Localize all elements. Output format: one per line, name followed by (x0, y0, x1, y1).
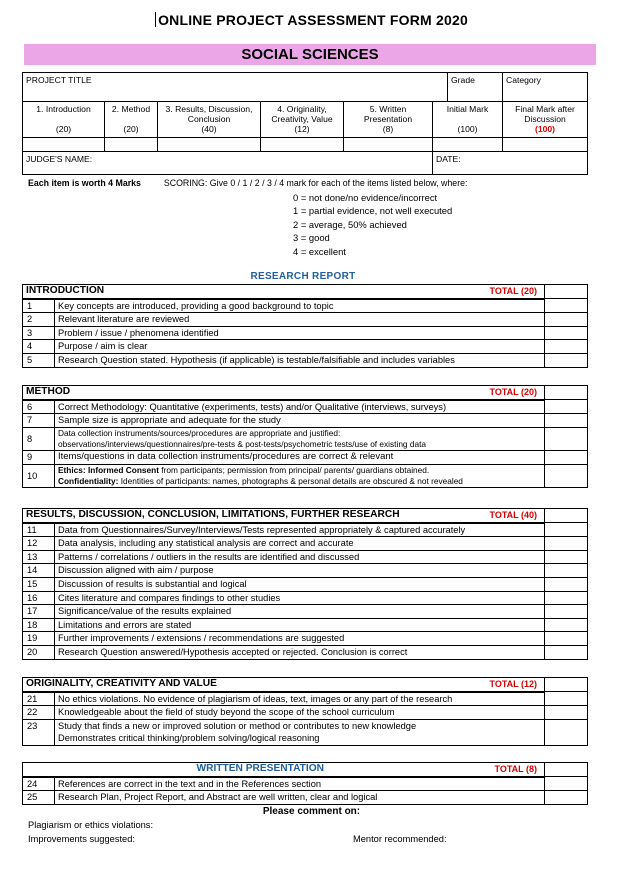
col-initial-mark: Initial Mark (100) (433, 102, 503, 138)
criterion-row: 5 Research Question stated. Hypothesis (if applicable) is testable/falsifiable and includes variables (23, 353, 588, 367)
section-results: RESULTS, DISCUSSION, CONCLUSION, LIMITATIONS, FURTHER RESEARCH TOTAL (40) 11 Data from Questionnaires/Survey/Interviews/Tests represented appropriately & captured accurately 12 Data analysis, including any statistical analysis are correct and accurate 13 Patterns / correlations / outliers in the results are identified and discussed 14 Discussion aligned with aim / purpose 15 Discussion of results is substantial and logical 16 Cites literature and compares findings to other studies 17 Significance/value of the results explained 18 Limitations and errors are stated 19 Further improvements / extensions / recommendations are suggested 20 Research Question answered/Hypothesis accepted or rejected. Conclusion is correct (22, 508, 588, 660)
criterion-row: 2 Relevant literature are reviewed (23, 313, 588, 327)
criterion-row: 22 Knowledgeable about the field of study beyond the scope of the school curriculum (23, 706, 588, 720)
score-results[interactable] (158, 138, 261, 152)
criterion-row: 25 Research Plan, Project Report, and Abstract are well written, clear and logical (23, 791, 588, 805)
criterion-row: 4 Purpose / aim is clear (23, 340, 588, 354)
criterion-row: 18 Limitations and errors are stated (23, 618, 588, 632)
criterion-row: 19 Further improvements / extensions / recommendations are suggested (23, 632, 588, 646)
date-field[interactable]: DATE: (433, 152, 588, 175)
col-written: 5. Written Presentation (8) (344, 102, 433, 138)
criterion-row: 10 Ethics: Informed Consent from participants; permission from principal/ parents/ guardians obtained. Confidentiality: Identities of participants: names, photographs & personal details are obscured & not revealed (23, 464, 588, 487)
col-originality: 4. Originality, Creativity, Value (12) (261, 102, 344, 138)
total-box-introduction[interactable] (545, 285, 588, 299)
criterion-row: 13 Patterns / correlations / outliers in the results are identified and discussed (23, 550, 588, 564)
col-method: 2. Method (20) (105, 102, 158, 138)
project-title-field[interactable]: PROJECT TITLE (23, 73, 448, 102)
form-title: ONLINE PROJECT ASSESSMENT FORM 2020 (0, 12, 623, 28)
improvements-comment-label: Improvements suggested: (28, 834, 135, 844)
section-method: METHOD TOTAL (20) 6 Correct Methodology: Quantitative (experiments, tests) and/or Qualitative (interviews, surveys) 7 Sample size is appropriate and adequate for the study 8 Data collection instruments/sources/procedures are appropriate and justified: observations/interviews/questionnaires/pre-tests & post-tests/psychometric tests/use of existing data 9 Items/questions in data collection instruments/procedures are correct & relevant 10 Ethics: Informed Consent from participants; permission from principal/ parents/ guardians obtained. Confidentiality: Identities of participants: names, photographs & personal details are obscured & not revealed (22, 385, 588, 488)
category-field[interactable]: Category (503, 73, 588, 102)
comment-heading: Please comment on: (262, 806, 361, 817)
text-cursor (155, 12, 156, 27)
subject-banner: SOCIAL SCIENCES (24, 44, 596, 65)
plagiarism-comment-label: Plagiarism or ethics violations: (28, 820, 154, 830)
criterion-row: 6 Correct Methodology: Quantitative (experiments, tests) and/or Qualitative (interviews, surveys) (23, 400, 588, 414)
criterion-row: 16 Cites literature and compares findings to other studies (23, 591, 588, 605)
project-info-table (22, 72, 588, 175)
criterion-row: 12 Data analysis, including any statistical analysis are correct and accurate (23, 537, 588, 551)
score-method[interactable] (105, 138, 158, 152)
criterion-row: 15 Discussion of results is substantial and logical (23, 577, 588, 591)
section-written-presentation: TOTAL (8) WRITTEN PRESENTATION 24 References are correct in the text and in the References section 25 Research Plan, Project Report, and Abstract are well written, clear and logical (22, 762, 588, 805)
criterion-row: 1 Key concepts are introduced, providing a good background to topic (23, 299, 588, 313)
scoring-scale: 0 = not done/no evidence/incorrect 1 = partial evidence, not well executed 2 = average, 50% achieved 3 = good 4 = excellent (293, 192, 453, 257)
criterion-row: 7 Sample size is appropriate and adequate for the study (23, 414, 588, 428)
criterion-row: 14 Discussion aligned with aim / purpose (23, 564, 588, 578)
criterion-row: 24 References are correct in the text and in the References section (23, 777, 588, 791)
mentor-comment-label: Mentor recommended: (353, 834, 447, 844)
score-originality[interactable] (261, 138, 344, 152)
total-box-originality[interactable] (545, 678, 588, 692)
col-results: 3. Results, Discussion, Conclusion (40) (158, 102, 261, 138)
total-box-results[interactable] (545, 509, 588, 523)
score-written[interactable] (344, 138, 433, 152)
criterion-row: 8 Data collection instruments/sources/procedures are appropriate and justified: observations/interviews/questionnaires/pre-tests & post-tests/psychometric tests/use of existing data (23, 427, 588, 450)
research-report-heading: RESEARCH REPORT (250, 271, 356, 282)
criterion-row: 23 Study that finds a new or improved solution or method or contributes to new knowledge Demonstrates critical thinking/problem solving/logical reasoning (23, 719, 588, 745)
judge-name-field[interactable]: JUDGE'S NAME: (23, 152, 433, 175)
criterion-row: 21 No ethics violations. No evidence of plagiarism of ideas, text, images or any part of the research (23, 692, 588, 706)
scoring-instructions: Each item is worth 4 Marks SCORING: Give 0 / 1 / 2 / 3 / 4 mark for each of the items listed below, where: (28, 178, 468, 188)
col-introduction: 1. Introduction (20) (23, 102, 105, 138)
criterion-row: 3 Problem / issue / phenomena identified (23, 326, 588, 340)
total-box-written[interactable] (545, 763, 588, 777)
criterion-row: 20 Research Question answered/Hypothesis accepted or rejected. Conclusion is correct (23, 645, 588, 659)
score-introduction[interactable] (23, 138, 105, 152)
criterion-row: 11 Data from Questionnaires/Survey/Interviews/Tests represented appropriately & captured accurately (23, 523, 588, 537)
score-initial[interactable] (433, 138, 503, 152)
grade-field[interactable]: Grade (448, 73, 503, 102)
score-final[interactable] (503, 138, 588, 152)
col-final-mark: Final Mark after Discussion (100) (503, 102, 588, 138)
criterion-row: 17 Significance/value of the results explained (23, 605, 588, 619)
section-introduction: INTRODUCTION TOTAL (20) 1 Key concepts are introduced, providing a good background to topic 2 Relevant literature are reviewed 3 Problem / issue / phenomena identified 4 Purpose / aim is clear 5 Research Question stated. Hypothesis (if applicable) is testable/falsifiable and includes variables (22, 284, 588, 368)
total-box-method[interactable] (545, 386, 588, 400)
criterion-row: 9 Items/questions in data collection instruments/procedures are correct & relevant (23, 451, 588, 465)
section-originality: ORIGINALITY, CREATIVITY AND VALUE TOTAL (12) 21 No ethics violations. No evidence of plagiarism of ideas, text, images or any part of the research 22 Knowledgeable about the field of study beyond the scope of the school curriculum 23 Study that finds a new or improved solution or method or contributes to new knowledge Demonstrates critical thinking/problem solving/logical reasoning (22, 677, 588, 746)
